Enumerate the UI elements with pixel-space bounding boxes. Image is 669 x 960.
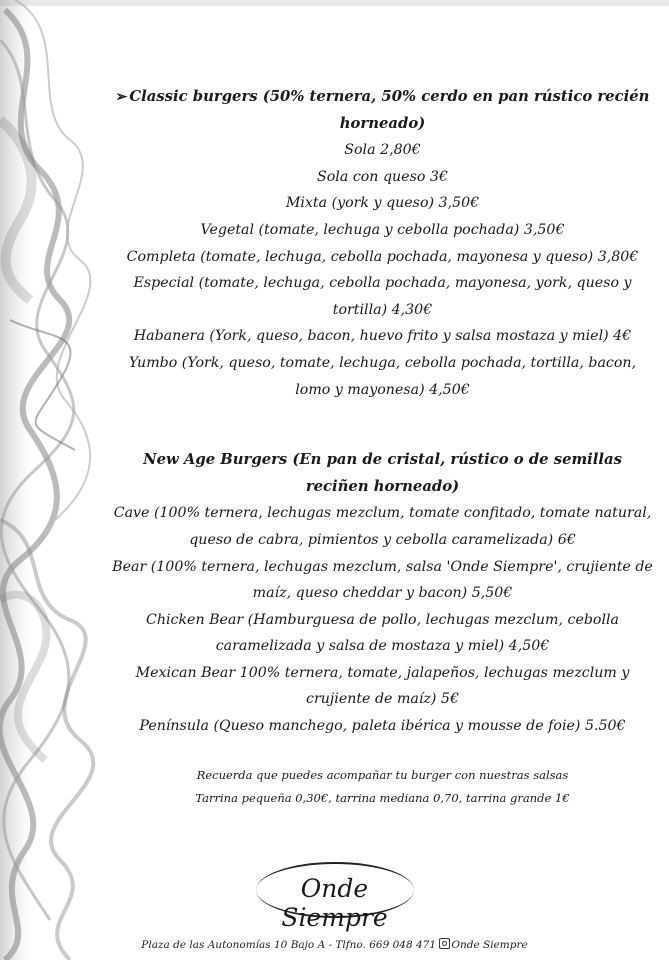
- menu-item: Yumbo (York, queso, tomate, lechuga, cebolla pochada, tortilla, bacon, lomo y mayonesa) 4,50€: [128, 354, 637, 398]
- menu-item: Mixta (york y queso) 3,50€: [285, 195, 480, 212]
- menu-item: Especial (tomate, lechuga, cebolla pochada, mayonesa, york, queso y tortilla) 4,30€: [133, 275, 632, 318]
- logo: [256, 862, 414, 932]
- menu-content: [110, 84, 655, 810]
- logo-area: [0, 862, 669, 932]
- sauces-note-line: Recuerda que puedes acompañar tu burger con nuestras salsas: [196, 767, 569, 782]
- sauces-note: [110, 764, 655, 810]
- section-title-classic: ➢ Classic burgers (50% ternera, 50% cerdo en pan rústico recién horneado): [115, 88, 650, 132]
- menu-item: Bear (100% ternera, lechugas mezclum, salsa 'Onde Siempre', crujiente de maíz, queso cheddar y bacon) 5,50€: [112, 558, 653, 602]
- menu-item: Cave (100% ternera, lechugas mezclum, tomate confitado, tomate natural, queso de cabra, pimientos y cebolla caramelizada) 6€: [113, 505, 652, 548]
- instagram-icon: [439, 938, 450, 949]
- logo-text: Onde Siempre: [281, 874, 388, 932]
- menu-item: Chicken Bear (Hamburguesa de pollo, lechugas mezclum, cebolla caramelizada y salsa de mostaza y miel) 4,50€: [145, 611, 620, 655]
- sauces-prices-line: Tarrina pequeña 0,30€, tarrina mediana 0,70, tarrina grande 1€: [195, 790, 570, 805]
- footer: [0, 938, 669, 951]
- footer-instagram: Onde Siempre: [451, 939, 528, 951]
- smoke-decoration: [0, 0, 110, 960]
- menu-item: Vegetal (tomate, lechuga y cebolla pochada) 3,50€: [200, 221, 565, 238]
- menu-item: Sola con queso 3€: [317, 168, 448, 185]
- menu-item: Sola 2,80€: [344, 142, 421, 159]
- menu-item: Península (Queso manchego, paleta ibérica y mousse de foie) 5.50€: [139, 718, 626, 735]
- section-title-new-age: New Age Burgers (En pan de cristal, rústico o de semillas reciñen horneado): [143, 451, 622, 495]
- spacer: [110, 403, 655, 447]
- menu-item: Completa (tomate, lechuga, cebolla pochada, mayonesa y queso) 3,80€: [126, 248, 639, 265]
- spacer: [110, 740, 655, 764]
- menu-item: Mexican Bear 100% ternera, tomate, jalapeños, lechugas mezclum y crujiente de maíz) 5€: [135, 664, 630, 708]
- arrow-icon: ➢: [115, 89, 128, 105]
- footer-address: Plaza de las Autonomías 10 Bajo A - Tlfno. 669 048 471: [141, 939, 437, 951]
- menu-item: Habanera (York, queso, bacon, huevo frito y salsa mostaza y miel) 4€: [133, 328, 632, 345]
